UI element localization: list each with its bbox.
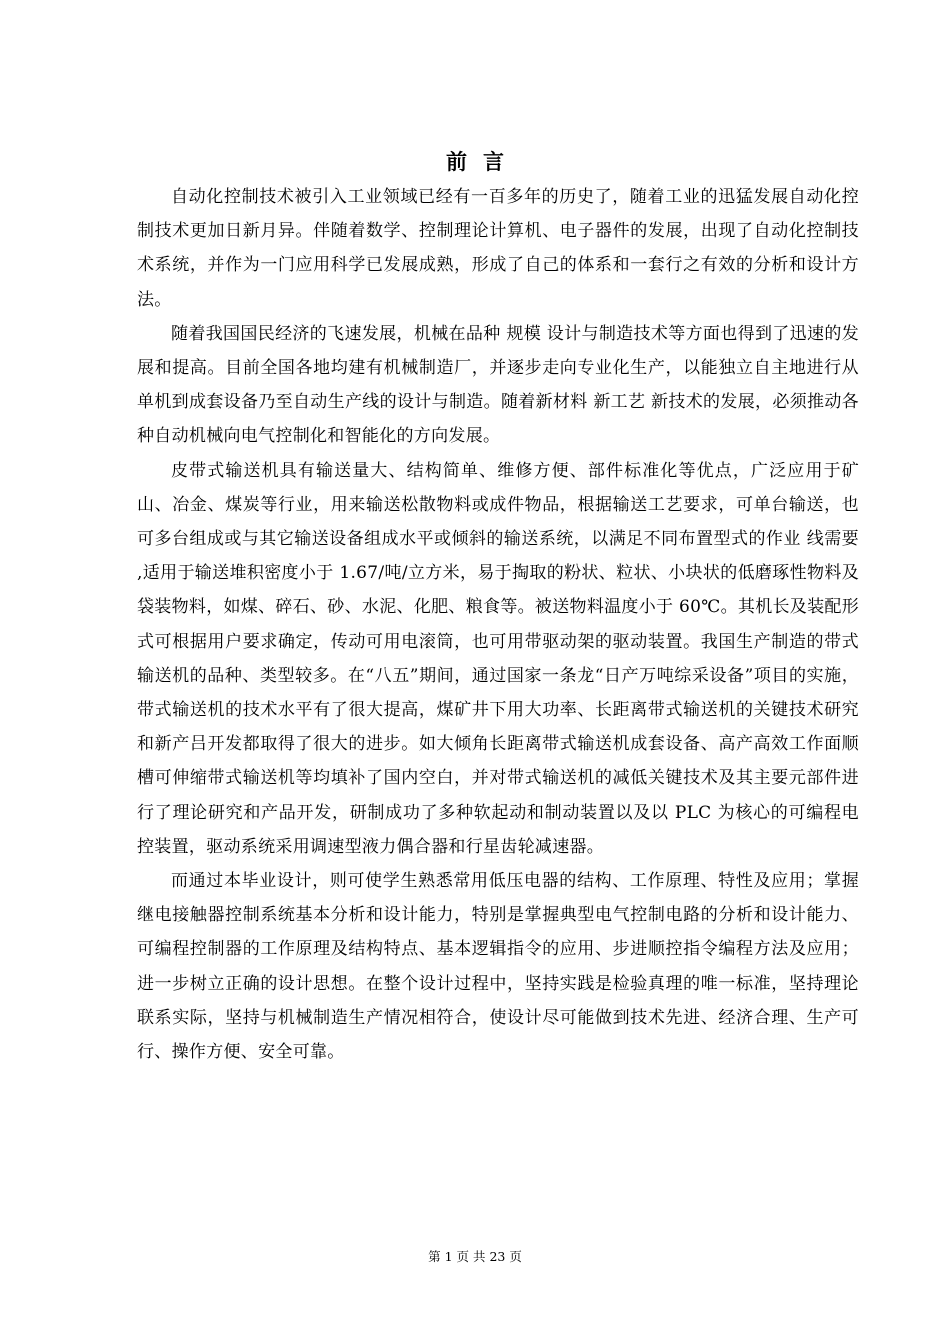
- paragraph-1: 自动化控制技术被引入工业领域已经有一百多年的历史了，随着工业的迅猛发展自动化控制技术更加日新月异。伴随着数学、控制理论计算机、电子器件的发展，出现了自动化控制技术系统，并作为一门应用科学已发展成熟，形成了自己的体系和一套行之有效的分析和设计方法。: [137, 187, 859, 310]
- paragraph-4: 而通过本毕业设计，则可使学生熟悉常用低压电器的结构、工作原理、特性及应用；掌握继电接触器控制系统基本分析和设计能力，特别是掌握典型电气控制电路的分析和设计能力、可编程控制器的工作原理及结构特点、基本逻辑指令的应用、步进顺控指令编程方法及应用；进一步树立正确的设计思想。在整个设计过程中，坚持实践是检验真理的唯一标准，坚持理论联系实际，坚持与机械制造生产情况相符合，使设计尽可能做到技术先进、经济合理、生产可行、操作方便、安全可靠。: [137, 871, 859, 1063]
- paragraph-3: 皮带式输送机具有输送量大、结构简单、维修方便、部件标准化等优点，广泛应用于矿山、冶金、煤炭等行业，用来输送松散物料或成件物品，根据输送工艺要求，可单台输送，也可多台组成或与其它输送设备组成水平或倾斜的输送系统，以满足不同布置型式的作业 线需要 ,适用于输送堆积密度小于 1.67/吨/立方米，易于掏取的粉状、粒状、小块状的低磨琢性物料及袋装物料，如煤、碎石、砂、水泥、化肥、粮食等。被送物料温度小于 60℃。其机长及装配形式可根据用户要求确定，传动可用电滚筒，也可用带驱动架的驱动装置。我国生产制造的带式输送机的品种、类型较多。在“八五”期间，通过国家一条龙“日产万吨综采设备”项目的实施，带式输送机的技术水平有了很大提高，煤矿井下用大功率、长距离带式输送机的关键技术研究和新产吕开发都取得了很大的进步。如大倾角长距离带式输送机成套设备、高产高效工作面顺槽可伸缩带式输送机等均填补了国内空白，并对带式输送机的减低关键技术及其主要元部件进行了理论研究和产品开发，研制成功了多种软起动和制动装置以及以 PLC 为核心的可编程电控装置，驱动系统采用调速型液力偶合器和行星齿轮减速器。: [137, 460, 859, 857]
- page-footer: 第 1 页 共 23 页: [428, 1249, 522, 1264]
- body-text: [137, 180, 859, 1069]
- page-title: 前言: [446, 149, 520, 174]
- paragraph-2: 随着我国国民经济的飞速发展，机械在品种 规模 设计与制造技术等方面也得到了迅速的发展和提高。目前全国各地均建有机械制造厂，并逐步走向专业化生产，以能独立自主地进行从单机到成套设备乃至自动生产线的设计与制造。随着新材料 新工艺 新技术的发展，必须推动各种自动机械向电气控制化和智能化的方向发展。: [137, 323, 859, 447]
